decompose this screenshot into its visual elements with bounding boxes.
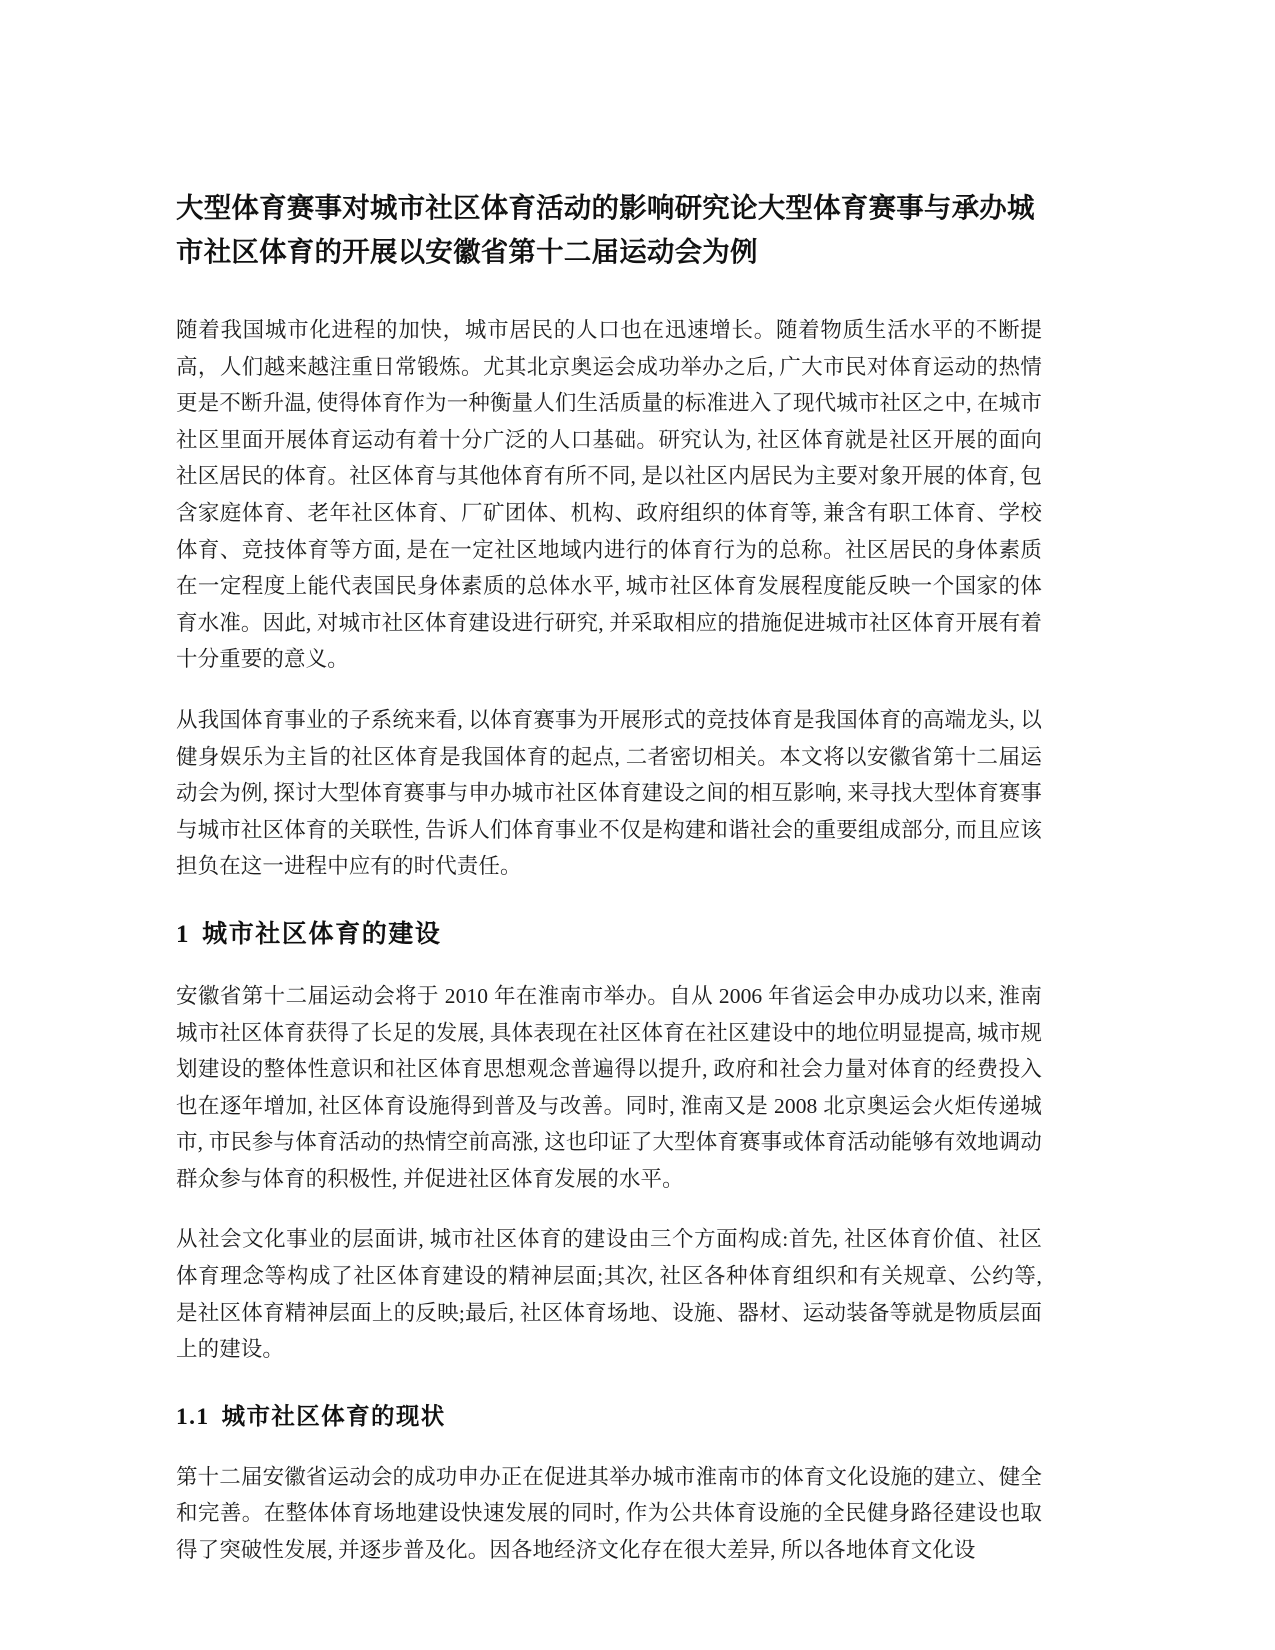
section-1-paragraph-2: 从社会文化事业的层面讲, 城市社区体育的建设由三个方面构成:首先, 社区体育价值、社区体育理念等构成了社区体育建设的精神层面;其次, 社区各种体育组织和有关规章、公约等, 是社区体育精神层面上的反映;最后, 社区体育场地、设施、器材、运动装备等就是物质层面上的建设。 [176, 1227, 1042, 1362]
subsection-heading-1-1-text: 城市社区体育的现状 [221, 1401, 446, 1430]
document-content [176, 186, 1042, 1569]
intro-paragraph-2: 从我国体育事业的子系统来看, 以体育赛事为开展形式的竞技体育是我国体育的高端龙头, 以健身娱乐为主旨的社区体育是我国体育的起点, 二者密切相关。本文将以安徽省第十二届运动会为例, 探讨大型体育赛事与申办城市社区体育建设之间的相互影响, 来寻找大型体育赛事与城市社区体育的关联性, 告诉人们体育事业不仅是构建和谐社会的重要组成部分, 而且应该担负在这一进程中应有的时代责任。 [176, 707, 1042, 879]
section-1-1-paragraph-1: 第十二届安徽省运动会的成功申办正在促进其举办城市淮南市的体育文化设施的建立、健全和完善。在整体体育场地建设快速发展的同时, 作为公共体育设施的全民健身路径建设也取得了突破性发展, 并逐步普及化。因各地经济文化存在很大差异, 所以各地体育文化设 [176, 1464, 1042, 1563]
section-1-paragraph-1: 安徽省第十二届运动会将于 2010 年在淮南市举办。自从 2006 年省运会申办成功以来, 淮南城市社区体育获得了长足的发展, 具体表现在社区体育在社区建设中的地位明显提高, 城市规划建设的整体性意识和社区体育思想观念普遍得以提升, 政府和社会力量对体育的经费投入也在逐年增加, 社区体育设施得到普及与改善。同时, 淮南又是 2008 北京奥运会火炬传递城市, 市民参与体育活动的热情空前高涨, 这也印证了大型体育赛事或体育活动能够有效地调动群众参与体育的积极性, 并促进社区体育发展的水平。 [176, 983, 1042, 1191]
subsection-heading-1-1-number: 1.1 [176, 1403, 210, 1430]
subsection-heading-1-1 [176, 1398, 1042, 1435]
intro-paragraph-1: 随着我国城市化进程的加快，城市居民的人口也在迅速增长。随着物质生活水平的不断提高，人们越来越注重日常锻炼。尤其北京奥运会成功举办之后, 广大市民对体育运动的热情更是不断升温, 使得体育作为一种衡量人们生活质量的标准进入了现代城市社区之中, 在城市社区里面开展体育运动有着十分广泛的人口基础。研究认为, 社区体育就是社区开展的面向社区居民的体育。社区体育与其他体育有所不同, 是以社区内居民为主要对象开展的体育, 包含家庭体育、老年社区体育、厂矿团体、机构、政府组织的体育等, 兼含有职工体育、学校体育、竞技体育等方面, 是在一定社区地域内进行的体育行为的总称。社区居民的身体素质在一定程度上能代表国民身体素质的总体水平, 城市社区体育发展程度能反映一个国家的体育水准。因此, 对城市社区体育建设进行研究, 并采取相应的措施促进城市社区体育开展有着十分重要的意义。 [176, 318, 1042, 672]
section-heading-1-text: 城市社区体育的建设 [202, 918, 442, 948]
document-title: 大型体育赛事对城市社区体育活动的影响研究论大型体育赛事与承办城市社区体育的开展以安徽省第十二届运动会为例 [176, 192, 1035, 268]
section-heading-1-number: 1 [176, 920, 191, 948]
section-heading-1 [176, 915, 1042, 954]
